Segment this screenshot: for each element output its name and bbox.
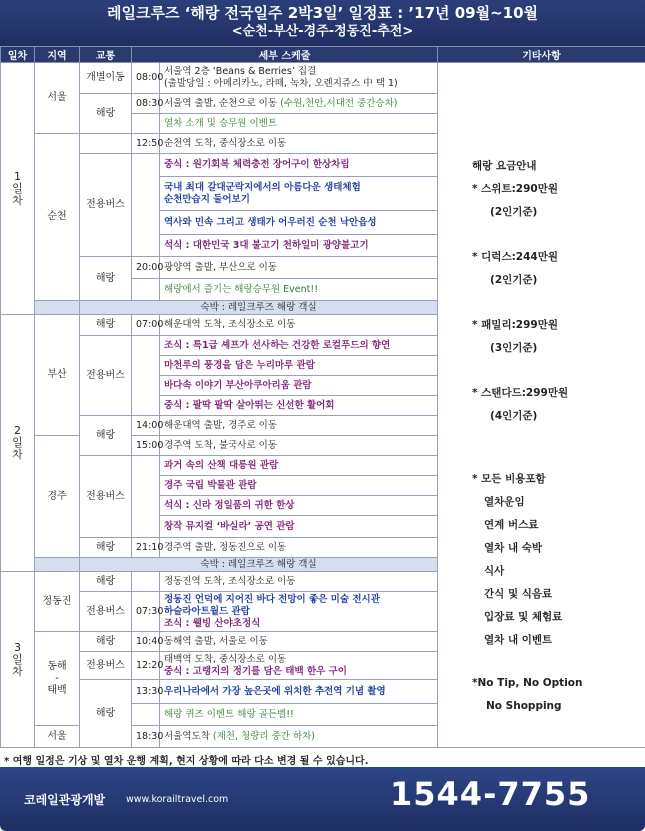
desc-cell: 우리나라에서 가장 높은곳에 위치한 추전역 기념 촬영	[160, 680, 438, 704]
desc-text: 정동진 언덕에 지어진 바다 전망이 좋은 미술 전시관 하슬라아트월드 관람	[164, 593, 380, 617]
remark-item: 열차운임	[484, 495, 525, 508]
desc-text: 태백역 도착, 중식장소로 이동	[164, 653, 287, 665]
time-cell	[132, 279, 160, 301]
day-3-cell	[1, 572, 35, 748]
remark-item: 입장료 및 체험료	[484, 610, 563, 623]
transport-cell: 전용버스	[80, 592, 132, 632]
remark-item: *No Tip, No Option	[472, 676, 583, 689]
remark-item: 간식 및 식음료	[484, 587, 553, 600]
transport-cell: 해랑	[80, 94, 132, 134]
time-cell	[132, 704, 160, 726]
remark-item: (2인기준)	[490, 205, 538, 218]
time-cell	[132, 336, 160, 416]
desc-cell: 서울역 2층 ‘Beans & Berries’ 집결 (출발당일 : 아메리카노, 라떼, 녹차, 오렌지쥬스 中 택 1)	[160, 63, 438, 94]
time-cell: 21:10	[132, 538, 160, 558]
desc-cell: 석식 : 대한민국 3대 불고기 천하일미 광양불고기	[160, 235, 438, 257]
transport-cell: 개별이동	[80, 63, 132, 94]
time-cell: 12:50	[132, 134, 160, 154]
time-cell: 10:40	[132, 632, 160, 652]
table-row	[1, 63, 645, 94]
region-cell: 동해 - 태백	[35, 632, 80, 726]
header-remarks: 기타사항	[438, 47, 645, 63]
desc-cell: 마천루의 풍경을 담은 누리마루 관람	[160, 356, 438, 376]
desc-cell: 국내 최대 갈대군락지에서의 아름다운 생태체험 순천만습지 둘어보기	[160, 177, 438, 211]
desc-cell: 정동진역 도착, 조식장소로 이동	[160, 572, 438, 592]
desc-cell: 중식 : 팔딱 팔딱 살아뛰는 신선한 활어회	[160, 396, 438, 416]
time-cell: 07:00	[132, 315, 160, 336]
header-day: 일차	[1, 47, 35, 63]
time-cell	[132, 456, 160, 538]
day-2-label: 2 일 차	[12, 424, 23, 461]
transport-cell: 해랑	[80, 572, 132, 592]
transport-cell	[80, 134, 132, 154]
header-schedule: 세부 스케줄	[132, 47, 438, 63]
remark-item: * 스탠다드:299만원	[472, 386, 569, 399]
desc-cell: 광양역 출발, 부산으로 이동	[160, 257, 438, 279]
transport-cell: 전용버스	[80, 336, 132, 416]
remark-item: (3인기준)	[490, 341, 538, 354]
transport-cell: 해랑	[80, 538, 132, 558]
remarks-cell	[438, 63, 645, 748]
desc-note: (수원,천안,서대전 중간승차)	[280, 97, 398, 109]
time-cell: 08:30	[132, 94, 160, 114]
desc-cell: 동해역 출발, 서울로 이동	[160, 632, 438, 652]
time-cell: 15:00	[132, 436, 160, 456]
time-cell: 14:00	[132, 416, 160, 436]
desc-meal: 중식 : 고랭지의 정기를 담은 태백 한우 구이	[164, 665, 347, 677]
page-title: 레일크루즈 ‘해랑 전국일주 2박3일’ 일정표 : ’17년 09월~10월	[106, 4, 539, 22]
remark-item: No Shopping	[486, 699, 562, 712]
desc-cell: 해랑 퀴즈 이벤트 해랑 골든벨!!	[160, 704, 438, 726]
desc-cell	[160, 726, 438, 748]
remark-item: * 디럭스:244만원	[472, 250, 558, 263]
desc-cell: 해운대역 도착, 조식장소로 이동	[160, 315, 438, 336]
transport-cell: 해랑	[80, 416, 132, 456]
desc-cell: 경주역 출발, 정동진으로 이동	[160, 538, 438, 558]
phone-number[interactable]: 1544-7755	[390, 775, 591, 813]
website-link[interactable]: www.korailtravel.com	[126, 794, 229, 805]
time-cell: 08:00	[132, 63, 160, 94]
desc-cell: 조식 : 특1급 셰프가 선사하는 건강한 로컬푸드의 향연	[160, 336, 438, 356]
day-1-label: 1 일 차	[12, 169, 23, 207]
lodging-spacer	[35, 558, 80, 572]
lodging-spacer	[35, 301, 80, 315]
remark-item: 식사	[484, 564, 505, 577]
desc-cell: 경주역 도착, 불국사로 이동	[160, 436, 438, 456]
desc-cell: 창작 뮤지컬 ‘바실라’ 공연 관람	[160, 516, 438, 538]
time-cell: 07:30	[132, 592, 160, 632]
desc-text: 서울역 출발, 순천으로 이동	[164, 97, 278, 109]
region-cell: 서울	[35, 726, 80, 748]
transport-cell: 해랑	[80, 680, 132, 748]
remark-item: 열차 내 이벤트	[484, 633, 553, 646]
time-cell: 12:20	[132, 652, 160, 680]
remark-item: * 모든 비용포함	[472, 472, 546, 485]
transport-cell: 전용버스	[80, 154, 132, 257]
remark-item: * 스위트:290만원	[472, 182, 558, 195]
desc-cell: 중식 : 원기회복 체력충전 장어구이 한상차림	[160, 154, 438, 177]
desc-cell: 해운대역 출발, 경주로 이동	[160, 416, 438, 436]
desc-cell: 석식 : 신라 정일품의 귀한 한상	[160, 496, 438, 516]
time-cell: 20:00	[132, 257, 160, 279]
remark-item: (4인기준)	[490, 409, 538, 422]
table-header-row	[1, 47, 645, 63]
region-cell: 부산	[35, 315, 80, 436]
lodging-cell: 숙박 : 레일크루즈 해랑 객실	[80, 558, 438, 572]
remark-item: 연계 버스료	[484, 518, 539, 531]
desc-cell	[160, 652, 438, 680]
desc-cell: 바다속 이야기 부산아쿠아리움 관람	[160, 376, 438, 396]
remark-item: 해랑 요금안내	[472, 159, 537, 172]
day-1-cell	[1, 63, 35, 315]
desc-cell: 경주 국립 박물관 관람	[160, 476, 438, 496]
header-transport: 교통	[80, 47, 132, 63]
desc-cell: 순천역 도착, 중식장소로 이동	[160, 134, 438, 154]
route-subtitle: <순천-부산-경주-정동진-추전>	[231, 24, 414, 39]
transport-cell: 해랑	[80, 632, 132, 652]
remark-item: * 패밀리:299만원	[472, 318, 558, 331]
desc-cell: 역사와 민속 그리고 생태가 어우러진 순천 낙안읍성	[160, 211, 438, 235]
region-cell: 서울	[35, 63, 80, 134]
transport-cell: 전용버스	[80, 652, 132, 680]
desc-cell	[160, 94, 438, 114]
desc-text: 서울역도착	[164, 730, 210, 742]
region-cell: 순천	[35, 134, 80, 301]
desc-cell: 열차 소개 및 승무원 이벤트	[160, 114, 438, 134]
desc-note: (제천, 청량리 중간 하차)	[212, 730, 316, 742]
region-cell: 경주	[35, 436, 80, 558]
title-bar	[0, 0, 645, 46]
time-cell	[132, 572, 160, 592]
schedule-note: * 여행 일정은 기상 및 열차 운행 계획, 현지 상황에 따라 다소 변경 될 수 있습니다.	[4, 756, 369, 767]
time-cell	[132, 114, 160, 134]
desc-cell: 해랑에서 즐기는 해랑승무원 Event!!	[160, 279, 438, 301]
remark-item: (2인기준)	[490, 273, 538, 286]
region-cell: 정동진	[35, 572, 80, 632]
desc-cell	[160, 592, 438, 632]
time-cell: 13:30	[132, 680, 160, 704]
day-3-label: 3 일 차	[12, 640, 23, 678]
desc-meal: 조식 : 웰빙 산야초정식	[164, 617, 261, 629]
transport-cell: 해랑	[80, 315, 132, 336]
remarks-list	[442, 93, 641, 718]
transport-cell: 해랑	[80, 257, 132, 301]
day-2-cell	[1, 315, 35, 572]
footer-banner	[0, 767, 645, 831]
schedule-table	[0, 46, 645, 748]
time-cell	[132, 154, 160, 257]
desc-cell: 과거 속의 산책 대릉원 관람	[160, 456, 438, 476]
transport-cell: 전용버스	[80, 456, 132, 538]
remark-item: 열차 내 숙박	[484, 541, 543, 554]
header-region: 지역	[35, 47, 80, 63]
lodging-cell: 숙박 : 레일크루즈 해랑 객실	[80, 301, 438, 315]
time-cell: 18:30	[132, 726, 160, 748]
brand-name: 코레일관광개발	[24, 793, 106, 807]
